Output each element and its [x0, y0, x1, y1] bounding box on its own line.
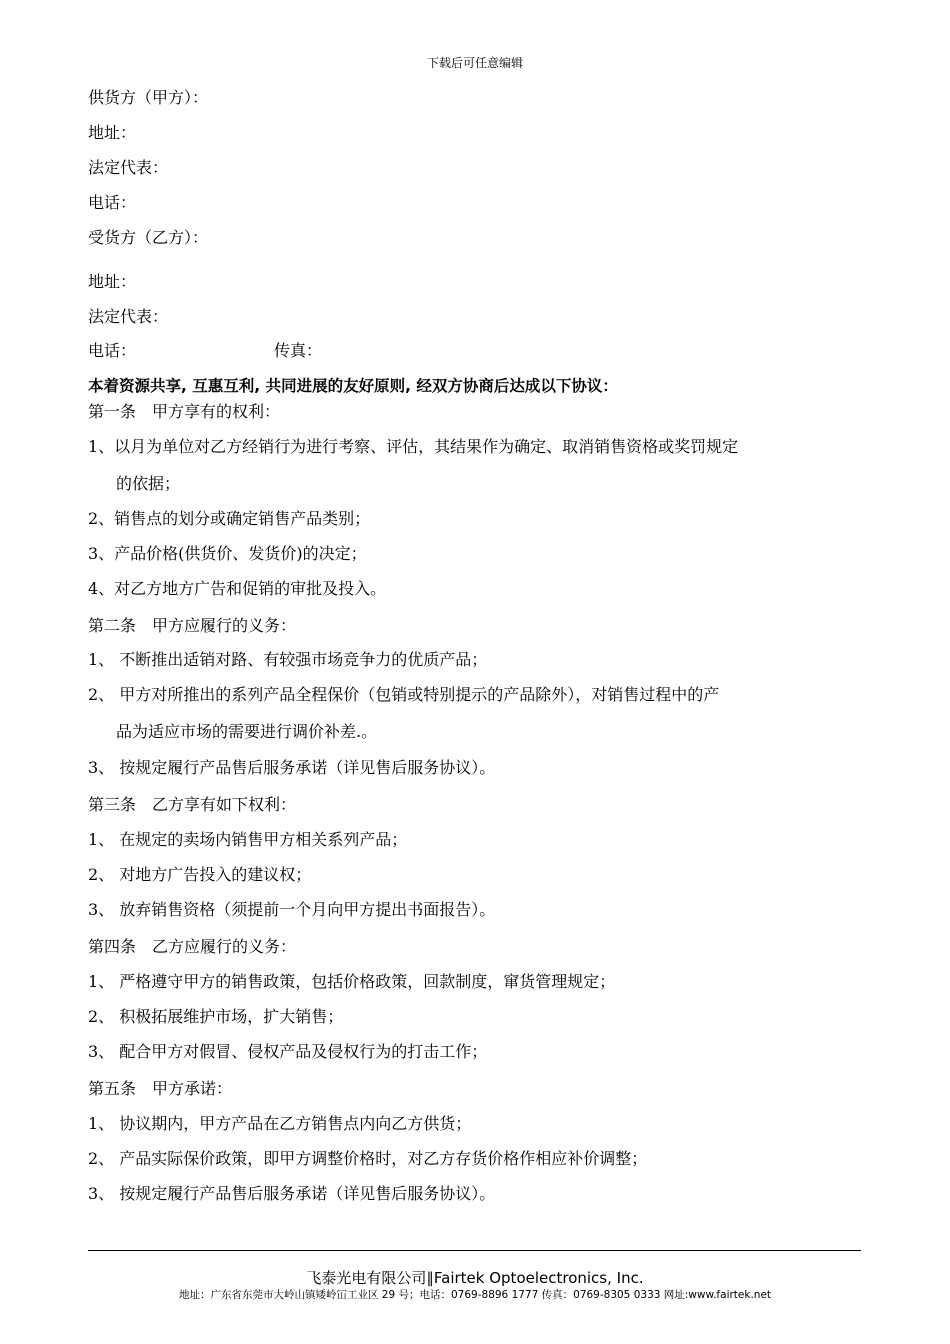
article-4-item-3: 3、 配合甲方对假冒、侵权产品及侵权行为的打击工作； [88, 1042, 488, 1061]
supplier-phone-label: 电话： [88, 193, 137, 212]
article-1-title: 第一条 甲方享有的权利： [88, 402, 281, 421]
receiver-address-label: 地址： [88, 272, 137, 291]
article-1-item-1: 1、以月为单位对乙方经销行为进行考察、评估，其结果作为确定、取消销售资格或奖罚规定 [88, 437, 739, 456]
article-1-item-4: 4、对乙方地方广告和促销的审批及投入。 [88, 579, 387, 598]
article-2-item-2-cont: 品为适应市场的需要进行调价补差.。 [116, 722, 378, 741]
article-3-item-3: 3、 放弃销售资格（须提前一个月向甲方提出书面报告）。 [88, 900, 496, 919]
article-5-item-2: 2、 产品实际保价政策，即甲方调整价格时，对乙方存货价格作相应补价调整； [88, 1149, 648, 1168]
article-5-item-1: 1、 协议期内，甲方产品在乙方销售点内向乙方供货； [88, 1114, 472, 1133]
article-2-item-1: 1、 不断推出适销对路、有较强市场竞争力的优质产品； [88, 650, 488, 669]
receiver-legal-rep-label: 法定代表： [88, 307, 169, 326]
supplier-label: 供货方（甲方）： [88, 88, 209, 107]
article-5-item-3: 3、 按规定履行产品售后服务承诺（详见售后服务协议）。 [88, 1184, 496, 1203]
article-1-item-1-cont: 的依据； [116, 474, 181, 493]
footer-company-name: 飞泰光电有限公司∥Fairtek Optoelectronics, Inc. [306, 1269, 644, 1287]
page-header-note: 下载后可任意编辑 [426, 56, 523, 70]
article-1-item-3: 3、产品价格(供货价、发货价)的决定； [88, 544, 367, 563]
article-2-title: 第二条 甲方应履行的义务： [88, 616, 297, 635]
receiver-fax-label: 传真： [274, 341, 323, 360]
article-4-title: 第四条 乙方应履行的义务： [88, 937, 297, 956]
article-2-item-2: 2、 甲方对所推出的系列产品全程保价（包销或特别提示的产品除外），对销售过程中的产 [88, 685, 720, 704]
article-3-item-1: 1、 在规定的卖场内销售甲方相关系列产品； [88, 830, 408, 849]
article-4-item-1: 1、 严格遵守甲方的销售政策，包括价格政策，回款制度，窜货管理规定； [88, 972, 616, 991]
article-2-item-3: 3、 按规定履行产品售后服务承诺（详见售后服务协议）。 [88, 758, 496, 777]
article-1-item-2: 2、销售点的划分或确定销售产品类别； [88, 509, 371, 528]
supplier-legal-rep-label: 法定代表： [88, 158, 169, 177]
article-3-item-2: 2、 对地方广告投入的建议权； [88, 865, 312, 884]
receiver-label: 受货方（乙方）： [88, 228, 209, 247]
preamble: 本着资源共享, 互惠互利, 共同进展的友好原则, 经双方协商后达成以下协议： [88, 377, 618, 395]
supplier-address-label: 地址： [88, 123, 137, 142]
receiver-phone-label: 电话： [88, 341, 137, 360]
article-3-title: 第三条 乙方享有如下权利： [88, 795, 297, 814]
footer-divider [88, 1250, 861, 1251]
article-5-title: 第五条 甲方承诺： [88, 1079, 233, 1098]
footer-address: 地址：广东省东莞市大岭山镇矮岭冚工业区 29 号；电话：0769-8896 1777 传真：0769-8305 0333 网址:www.fairtek.net [178, 1289, 772, 1301]
article-4-item-2: 2、 积极拓展维护市场，扩大销售； [88, 1007, 344, 1026]
